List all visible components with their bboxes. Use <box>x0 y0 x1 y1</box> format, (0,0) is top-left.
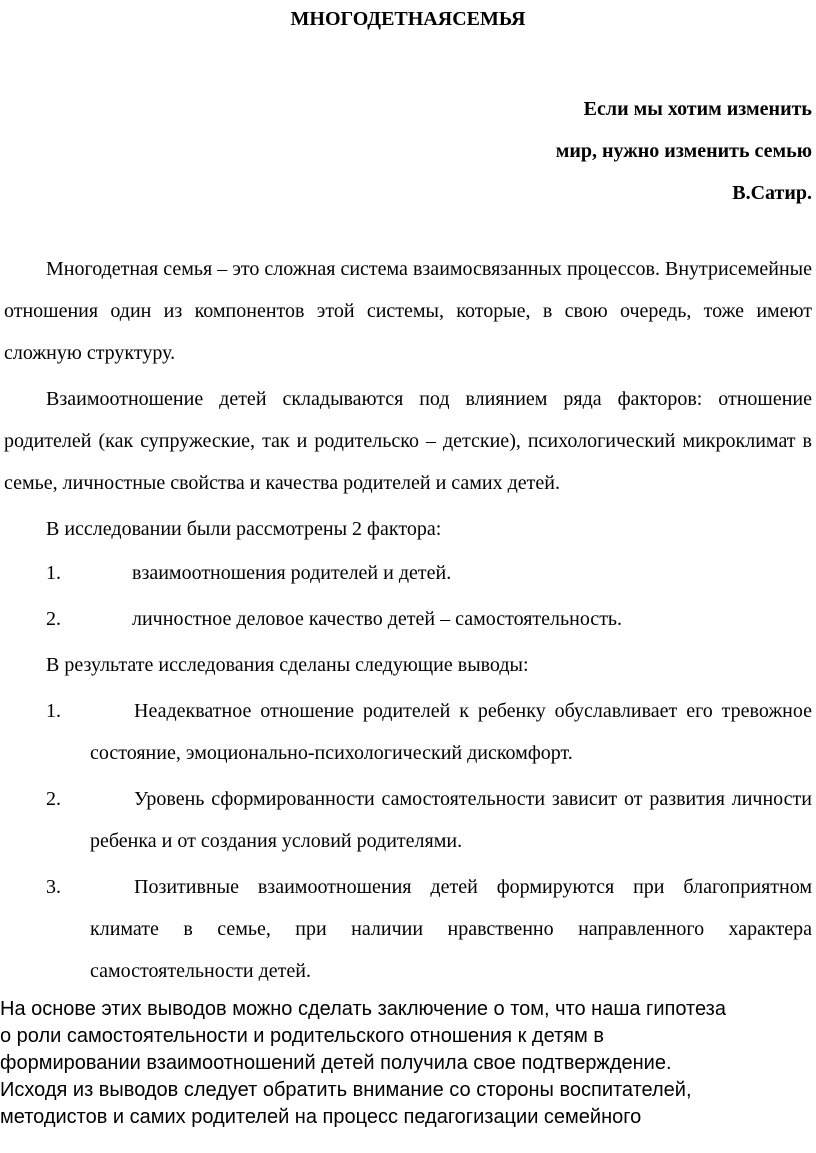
paragraph-factors: Взаимоотношение детей складываются под влиянием ряда факторов: отношение родителей (как супружеские, так и родительско – детские), психологический микроклимат в семье, личностные свойства и качества родителей и самих детей. <box>4 388 812 494</box>
conclusion-number: 3. <box>46 876 61 898</box>
conclusions-intro: В результате исследования сделаны следующие выводы: <box>46 654 529 676</box>
conclusion-number: 2. <box>46 788 61 810</box>
paragraph-study: В исследовании были рассмотрены 2 фактора: <box>46 518 442 540</box>
conclusion-item <box>4 866 812 992</box>
factor-text: личностное деловое качество детей – самостоятельность. <box>132 608 623 630</box>
epigraph <box>556 88 812 214</box>
conclusion-text: Позитивные взаимоотношения детей формируются при благоприятном климате в семье, при наличии нравственно направленного характера самостоятельности детей. <box>90 876 812 982</box>
final-line: На основе этих выводов можно сделать заключение о том, что наша гипотеза <box>0 998 726 1020</box>
conclusion-item <box>4 778 812 862</box>
conclusion-item <box>4 690 812 774</box>
final-line: методистов и самих родителей на процесс педагогизации семейного <box>0 1106 642 1128</box>
final-paragraph <box>0 996 812 1131</box>
final-line: формировании взаимоотношений детей получила свое подтверждение. <box>0 1052 672 1074</box>
final-line: Исходя из выводов следует обратить внимание со стороны воспитателей, <box>0 1079 692 1101</box>
conclusion-text: Неадекватное отношение родителей к ребенку обуславливает его тревожное состояние, эмоционально-психологический дискомфорт. <box>90 700 812 764</box>
paragraph-intro: Многодетная семья – это сложная система взаимосвязанных процессов. Внутрисемейные отношения один из компонентов этой системы, которые, в свою очередь, тоже имеют сложную структуру. <box>4 258 812 364</box>
factor-number: 2. <box>46 608 61 630</box>
factor-item <box>4 552 812 594</box>
conclusion-text: Уровень сформированности самостоятельности зависит от развития личности ребенка и от создания условий родителями. <box>90 788 812 852</box>
epigraph-line: мир, нужно изменить семью <box>555 140 812 162</box>
document-title: МНОГОДЕТНАЯСЕМЬЯ <box>290 8 526 30</box>
epigraph-author: В.Сатир. <box>732 182 812 204</box>
epigraph-line: Если мы хотим изменить <box>583 98 812 120</box>
final-line: о роли самостоятельности и родительского отношения к детям в <box>0 1025 604 1047</box>
factor-number: 1. <box>46 562 61 584</box>
factor-item <box>4 598 812 640</box>
document-body <box>0 248 812 1131</box>
factor-text: взаимоотношения родителей и детей. <box>132 562 452 584</box>
conclusion-number: 1. <box>46 700 61 722</box>
